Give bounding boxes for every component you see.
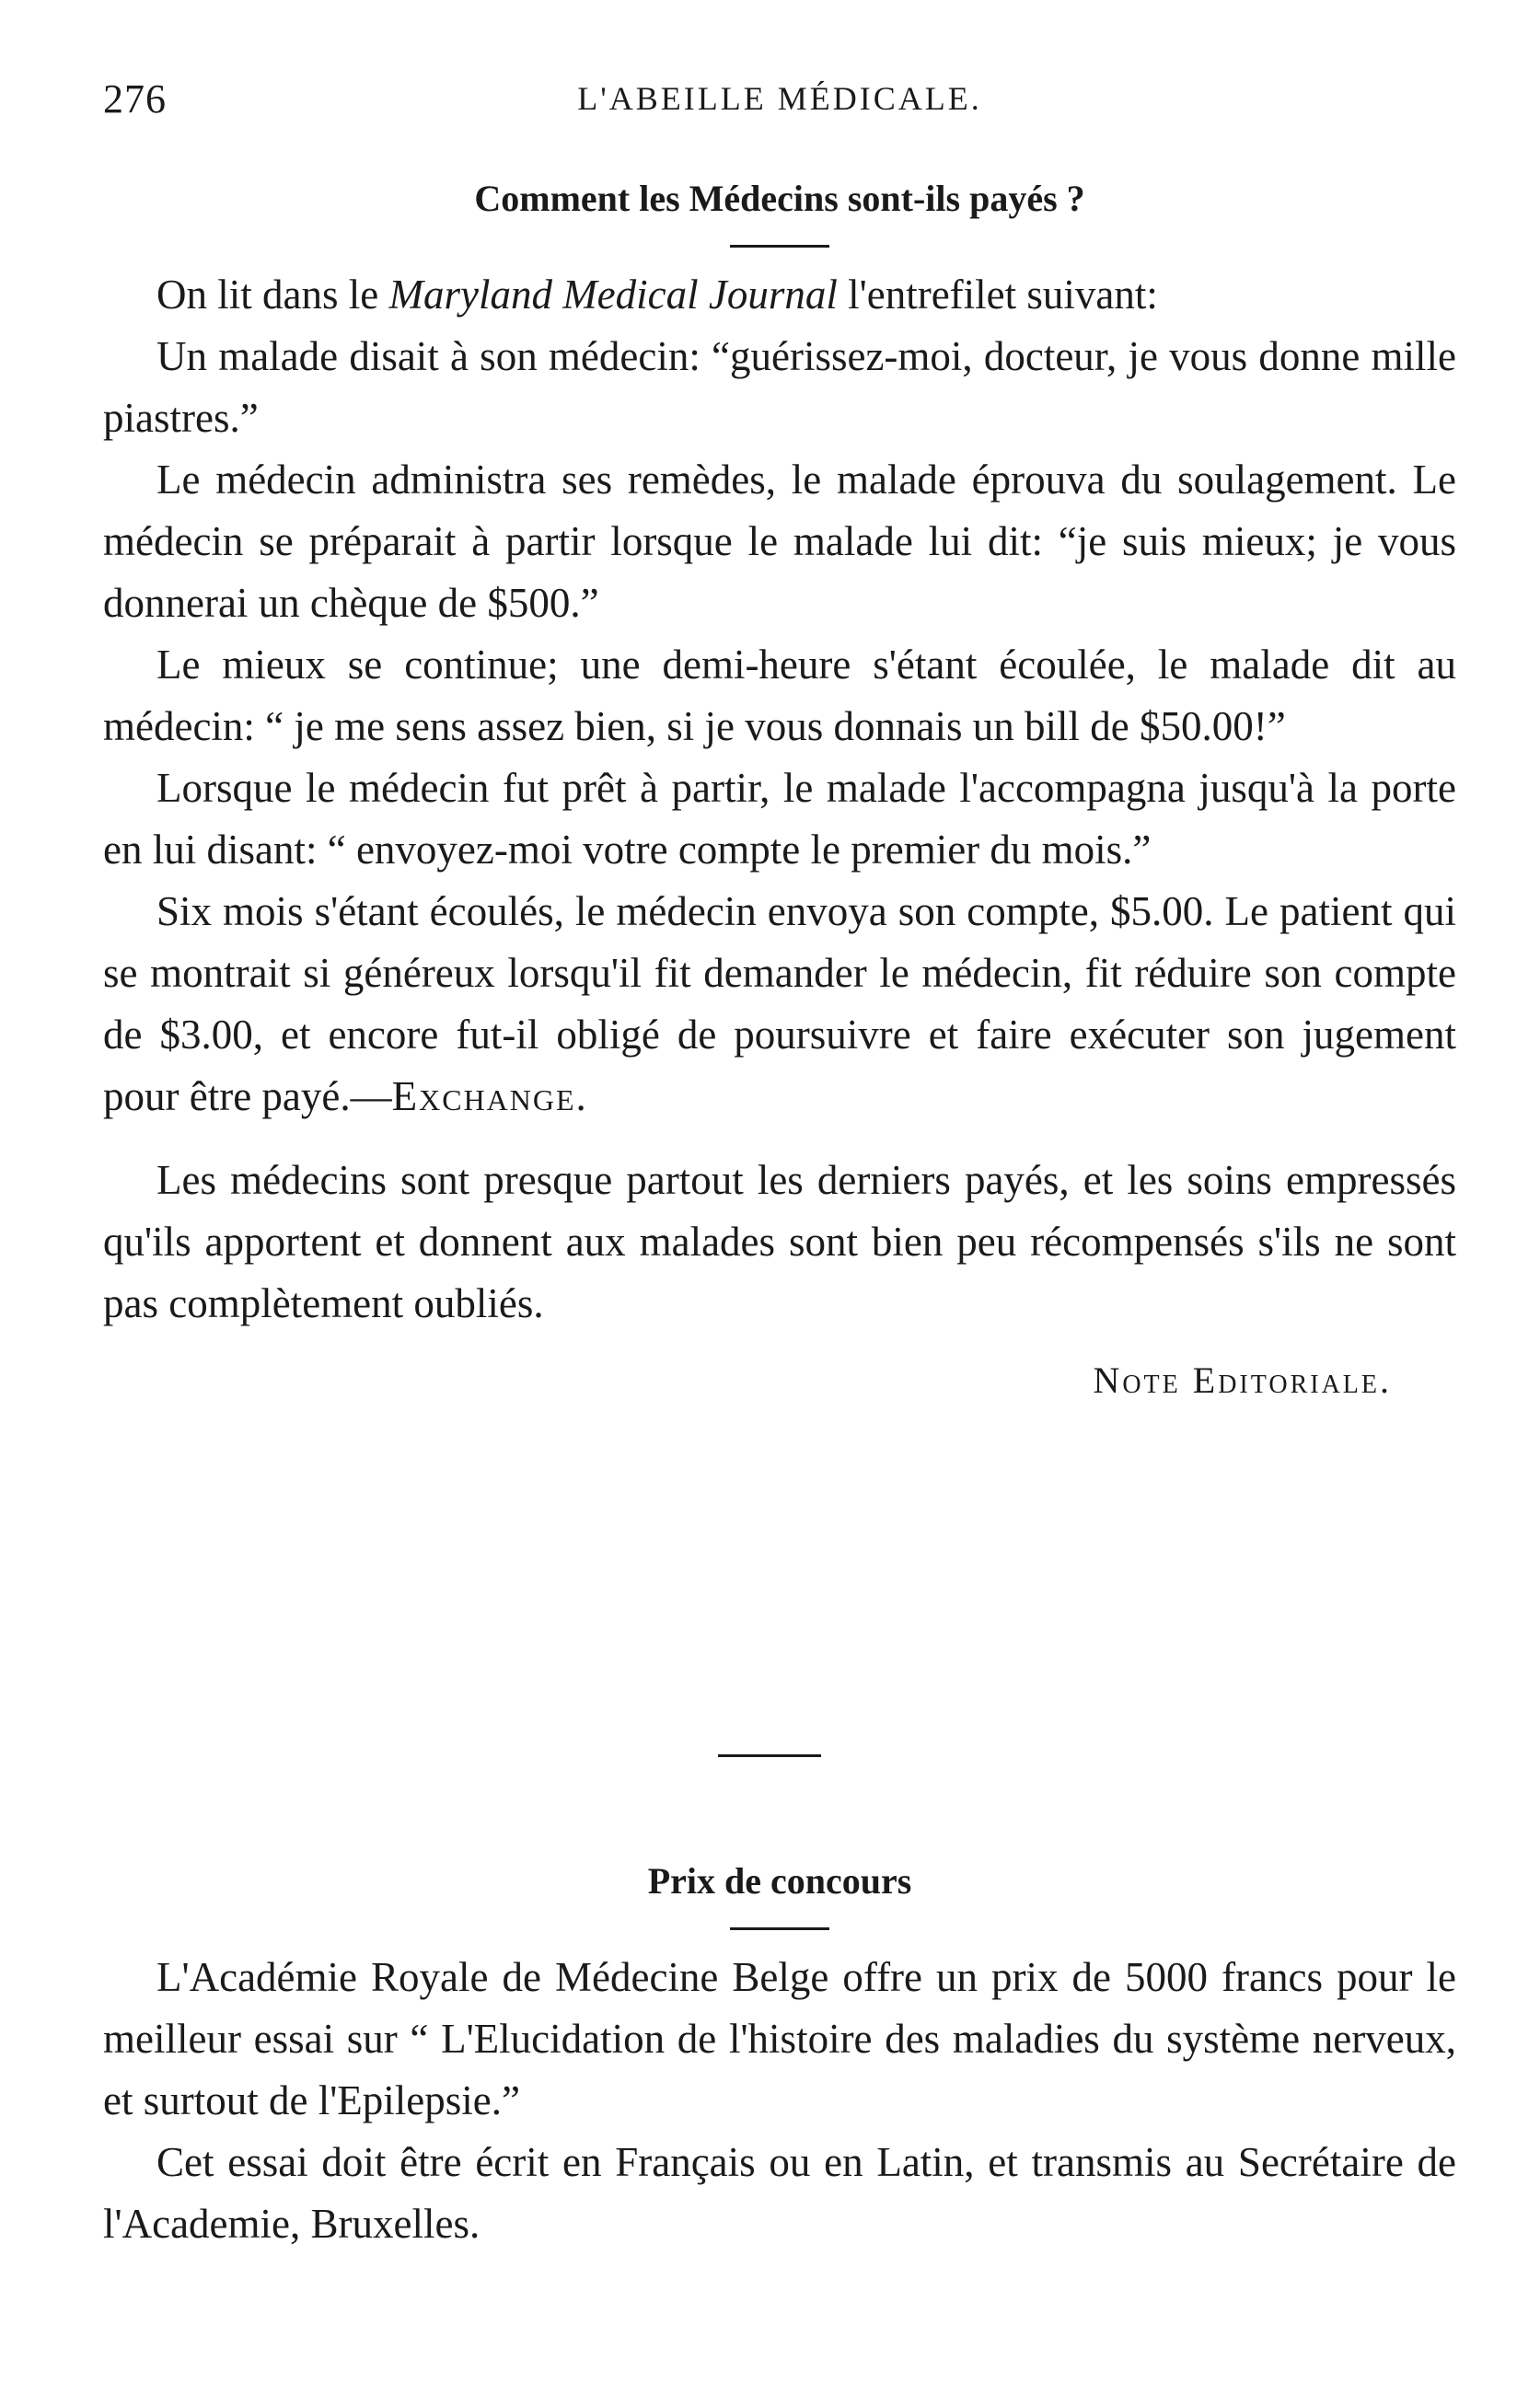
article-doctors-paid bbox=[103, 173, 1456, 1402]
editorial-signature: Note Editoriale. bbox=[1093, 1359, 1392, 1401]
paragraph: L'Académie Royale de Médecine Belge offre un prix de 5000 francs pour le meilleur essai sur “ L'Elucidation de l'histoire des maladies du système nerveux, et surtout de l'Epilepsie.” bbox=[103, 1954, 1456, 2123]
running-title: L'ABEILLE MÉDICALE. bbox=[577, 80, 982, 117]
title-rule bbox=[730, 245, 829, 248]
source-credit: Exchange. bbox=[391, 1073, 588, 1119]
paragraph-editorial: Les médecins sont presque partout les derniers payés, et les soins empressés qu'ils apportent et donnent aux malades sont bien peu récompensés s'ils ne sont pas complètement oubliés. bbox=[103, 1157, 1456, 1326]
section-divider bbox=[718, 1754, 821, 1757]
title-rule bbox=[730, 1927, 829, 1930]
page-header bbox=[103, 75, 1447, 131]
article-prize bbox=[103, 1856, 1456, 2255]
article-title: Comment les Médecins sont-ils payés ? bbox=[474, 178, 1085, 219]
paragraph: Le mieux se continue; une demi-heure s'étant écoulée, le malade dit au médecin: “ je me sens assez bien, si je vous donnais un bill de $50.00!” bbox=[103, 642, 1456, 749]
article-title: Prix de concours bbox=[647, 1860, 912, 1902]
paragraph: Le médecin administra ses remèdes, le malade éprouva du soulagement. Le médecin se préparait à partir lorsque le malade lui dit: “je suis mieux; je vous donnerai un chèque de $500.” bbox=[103, 457, 1456, 626]
paragraph: Cet essai doit être écrit en Français ou en Latin, et transmis au Secrétaire de l'Academie, Bruxelles. bbox=[103, 2139, 1456, 2247]
paragraph: Six mois s'étant écoulés, le médecin envoya son compte, $5.00. Le patient qui se montrait si généreux lorsqu'il fit demander le médecin, fit réduire son compte de $3.00, et encore fut-il obligé de poursuivre et faire exécuter son jugement pour être payé.—Exchange. bbox=[103, 888, 1456, 1119]
paragraph-intro: On lit dans le Maryland Medical Journal l'entrefilet suivant: bbox=[156, 272, 1158, 318]
paragraph: Lorsque le médecin fut prêt à partir, le malade l'accompagna jusqu'à la porte en lui disant: “ envoyez-moi votre compte le premier du mois.” bbox=[103, 765, 1456, 873]
page-number: 276 bbox=[103, 76, 167, 121]
journal-name: Maryland Medical Journal bbox=[388, 272, 838, 318]
paragraph: Un malade disait à son médecin: “guérissez-moi, docteur, je vous donne mille piastres.” bbox=[103, 333, 1456, 441]
